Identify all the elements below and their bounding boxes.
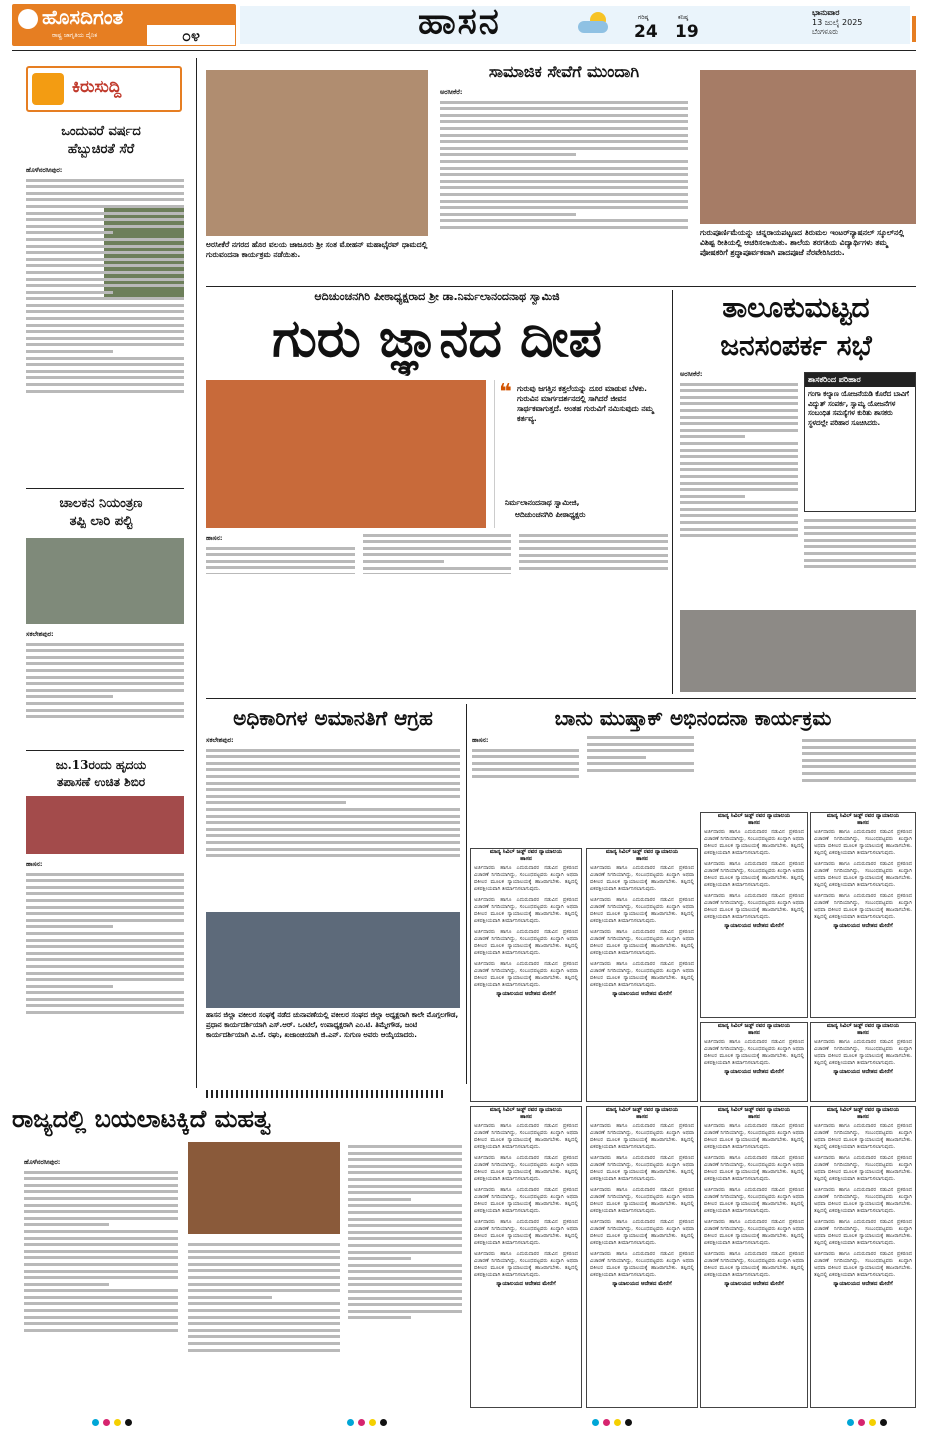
color-marks-left (90, 1411, 134, 1419)
notice-body: ಅರ್ಜಿದಾರರು ಹಾಗೂ ಎದುರುದಾರರ ನಡುವಿನ ಪ್ರಕರಣದ ವಿಚಾರಣೆ ನಿಗದಿಯಾಗಿದ್ದು, ಸಂಬಂಧಪಟ್ಟವರು ಖುದ್ದಾಗಿ ಅಥವಾ ವಕೀಲರ ಮೂಲಕ ನ್ಯಾಯಾಲಯಕ್ಕೆ ಹಾಜರಾಗಬೇಕು. ತಪ್ಪಿದಲ್ಲಿ ಏಕಪಕ್ಷೀಯವಾಗಿ ತೀರ್ಮಾನಿಸಲಾಗುವುದು. (590, 1187, 694, 1214)
notice-body: ಅರ್ಜಿದಾರರು ಹಾಗೂ ಎದುರುದಾರರ ನಡುವಿನ ಪ್ರಕರಣದ ವಿಚಾರಣೆ ನಿಗದಿಯಾಗಿದ್ದು, ಸಂಬಂಧಪಟ್ಟವರು ಖುದ್ದಾಗಿ ಅಥವಾ ವಕೀಲರ ಮೂಲಕ ನ್ಯಾಯಾಲಯಕ್ಕೆ ಹಾಜರಾಗಬೇಕು. ತಪ್ಪಿದಲ್ಲಿ ಏಕಪಕ್ಷೀಯವಾಗಿ ತೀರ್ಮಾನಿಸಲಾಗುವುದು. (474, 1187, 578, 1214)
notice-footer: ನ್ಯಾಯಾಲಯದ ಆದೇಶದ ಮೇರೆಗೆ (612, 1281, 672, 1287)
notice-body: ಅರ್ಜಿದಾರರು ಹಾಗೂ ಎದುರುದಾರರ ನಡುವಿನ ಪ್ರಕರಣದ ವಿಚಾರಣೆ ನಿಗದಿಯಾಗಿದ್ದು, ಸಂಬಂಧಪಟ್ಟವರು ಖುದ್ದಾಗಿ ಅಥವಾ ವಕೀಲರ ಮೂಲಕ ನ್ಯಾಯಾಲಯಕ್ಕೆ ಹಾಜರಾಗಬೇಕು. ತಪ್ಪಿದಲ್ಲಿ ಏಕಪಕ್ಷೀಯವಾಗಿ ತೀರ್ಮಾನಿಸಲಾಗುವುದು. (814, 1155, 912, 1182)
notice-body: ಅರ್ಜಿದಾರರು ಹಾಗೂ ಎದುರುದಾರರ ನಡುವಿನ ಪ್ರಕರಣದ ವಿಚಾರಣೆ ನಿಗದಿಯಾಗಿದ್ದು, ಸಂಬಂಧಪಟ್ಟವರು ಖುದ್ದಾಗಿ ಅಥವಾ ವಕೀಲರ ಮೂಲಕ ನ್ಯಾಯಾಲಯಕ್ಕೆ ಹಾಜರಾಗಬೇಕು. ತಪ್ಪಿದಲ್ಲಿ ಏಕಪಕ್ಷೀಯವಾಗಿ ತೀರ್ಮಾನಿಸಲಾಗುವುದು. (590, 1219, 694, 1246)
notice-body: ಅರ್ಜಿದಾರರು ಹಾಗೂ ಎದುರುದಾರರ ನಡುವಿನ ಪ್ರಕರಣದ ವಿಚಾರಣೆ ನಿಗದಿಯಾಗಿದ್ದು, ಸಂಬಂಧಪಟ್ಟವರು ಖುದ್ದಾಗಿ ಅಥವಾ ವಕೀಲರ ಮೂಲಕ ನ್ಯಾಯಾಲಯಕ್ಕೆ ಹಾಜರಾಗಬೇಕು. ತಪ್ಪಿದಲ್ಲಿ ಏಕಪಕ್ಷೀಯವಾಗಿ ತೀರ್ಮಾನಿಸಲಾಗುವುದು. (590, 1251, 694, 1278)
notice-body: ಅರ್ಜಿದಾರರು ಹಾಗೂ ಎದುರುದಾರರ ನಡುವಿನ ಪ್ರಕರಣದ ವಿಚಾರಣೆ ನಿಗದಿಯಾಗಿದ್ದು, ಸಂಬಂಧಪಟ್ಟವರು ಖುದ್ದಾಗಿ ಅಥವಾ ವಕೀಲರ ಮೂಲಕ ನ್ಯಾಯಾಲಯಕ್ಕೆ ಹಾಜರಾಗಬೇಕು. ತಪ್ಪಿದಲ್ಲಿ ಏಕಪಕ್ಷೀಯವಾಗಿ ತೀರ್ಮಾನಿಸಲಾಗುವುದು. (474, 1219, 578, 1246)
masthead (0, 0, 945, 50)
top-photo-2 (700, 70, 916, 224)
max-temp-label: ಗರಿಷ್ಠ (638, 14, 649, 21)
officials-headline: ಅಧಿಕಾರಿಗಳ ಅಮಾನತಿಗೆ ಆಗ್ರಹ (233, 706, 433, 730)
section-divider (206, 1090, 446, 1098)
taluk-body-2 (804, 516, 916, 602)
kirusuddi-column (12, 58, 190, 1086)
court-notice (700, 812, 808, 1018)
notice-body: ಅರ್ಜಿದಾರರು ಹಾಗೂ ಎದುರುದಾರರ ನಡುವಿನ ಪ್ರಕರಣದ ವಿಚಾರಣೆ ನಿಗದಿಯಾಗಿದ್ದು, ಸಂಬಂಧಪಟ್ಟವರು ಖುದ್ದಾಗಿ ಅಥವಾ ವಕೀಲರ ಮೂಲಕ ನ್ಯಾಯಾಲಯಕ್ಕೆ ಹಾಜರಾಗಬೇಕು. ತಪ್ಪಿದಲ್ಲಿ ಏಕಪಕ್ಷೀಯವಾಗಿ ತೀರ್ಮಾನಿಸಲಾಗುವುದು. (590, 929, 694, 956)
court-notice (470, 1106, 582, 1408)
notice-subheader: ಹಾಸನ (857, 1030, 869, 1036)
notice-footer: ನ್ಯಾಯಾಲಯದ ಆದೇಶದ ಮೇರೆಗೆ (612, 991, 672, 997)
banu-body (472, 736, 694, 844)
taluk-box-text: ಗಂಗಾ ಕಲ್ಯಾಣ ಯೋಜನೆಯಡಿ ಕೊರೆದ ಬಾವಿಗೆ ವಿದ್ಯುತ್ ಸಂಪರ್ಕ, ಸ್ವಾಮ್ಯ ಯೋಜನೆಗಳ ಸಂಬಂಧಿತ ಸಮಸ್ಯೆಗಳ ಕುರಿತು ಶಾಸಕರು ಸ್ಥಳದಲ್ಲೇ ಪರಿಹಾರ ಸೂಚಿಸಿದರು. (808, 390, 909, 427)
max-temp: 24 (634, 22, 658, 42)
lead-right-rule (672, 290, 673, 694)
city-title: ಹಾಸನ (418, 0, 501, 42)
yakshagana-dateline: ಹೊಳೆನರಸೀಪುರ: (24, 1158, 61, 1166)
date: 13 ಜುಲೈ 2025 (812, 18, 863, 27)
notice-body: ಅರ್ಜಿದಾರರು ಹಾಗೂ ಎದುರುದಾರರ ನಡುವಿನ ಪ್ರಕರಣದ ವಿಚಾರಣೆ ನಿಗದಿಯಾಗಿದ್ದು, ಸಂಬಂಧಪಟ್ಟವರು ಖುದ್ದಾಗಿ ಅಥವಾ ವಕೀಲರ ಮೂಲಕ ನ್ಯಾಯಾಲಯಕ್ಕೆ ಹಾಜರಾಗಬೇಕು. ತಪ್ಪಿದಲ್ಲಿ ಏಕಪಕ್ಷೀಯವಾಗಿ ತೀರ್ಮಾನಿಸಲಾಗುವುದು. (704, 1251, 804, 1278)
top-story-body (440, 88, 688, 288)
notice-body: ಅರ್ಜಿದಾರರು ಹಾಗೂ ಎದುರುದಾರರ ನಡುವಿನ ಪ್ರಕರಣದ ವಿಚಾರಣೆ ನಿಗದಿಯಾಗಿದ್ದು, ಸಂಬಂಧಪಟ್ಟವರು ಖುದ್ದಾಗಿ ಅಥವಾ ವಕೀಲರ ಮೂಲಕ ನ್ಯಾಯಾಲಯಕ್ಕೆ ಹಾಜರಾಗಬೇಕು. ತಪ್ಪಿದಲ್ಲಿ ಏಕಪಕ್ಷೀಯವಾಗಿ ತೀರ್ಮಾನಿಸಲಾಗುವುದು. (704, 1039, 804, 1066)
top-photo-1 (206, 70, 428, 236)
brief-3-dateline: ಹಾಸನ: (26, 860, 43, 868)
notice-body: ಅರ್ಜಿದಾರರು ಹಾಗೂ ಎದುರುದಾರರ ನಡುವಿನ ಪ್ರಕರಣದ ವಿಚಾರಣೆ ನಿಗದಿಯಾಗಿದ್ದು, ಸಂಬಂಧಪಟ್ಟವರು ಖುದ್ದಾಗಿ ಅಥವಾ ವಕೀಲರ ಮೂಲಕ ನ್ಯಾಯಾಲಯಕ್ಕೆ ಹಾಜರಾಗಬೇಕು. ತಪ್ಪಿದಲ್ಲಿ ಏಕಪಕ್ಷೀಯವಾಗಿ ತೀರ್ಮಾನಿಸಲಾಗುವುದು. (474, 897, 578, 924)
brief-1-dateline: ಹೊಳೆನರಸೀಪುರ: (26, 166, 63, 174)
officials-dateline: ಸಕಲೇಶಪುರ: (206, 736, 234, 744)
notice-header: ಮಾನ್ಯ ಸಿವಿಲ್ ಜಡ್ಜ್ ರವರ ನ್ಯಾಯಾಲಯ (826, 813, 900, 819)
quote-icon: ❝ (499, 380, 512, 405)
banu-dateline: ಹಾಸನ: (472, 736, 489, 744)
banu-headline: ಬಾನು ಮುಷ್ತಾಕ್ ಅಭಿನಂದನಾ ಕಾರ್ಯಕ್ರಮ (554, 706, 832, 730)
lead-quote-author-2: ಆದಿಚುಂಚನಗಿರಿ ಪೀಠಾಧ್ಯಕ್ಷರು (515, 510, 586, 519)
yakshagana-body-2 (188, 1240, 340, 1406)
lead-photo (206, 380, 486, 528)
notice-header: ಮಾನ್ಯ ಸಿವಿಲ್ ಜಡ್ಜ್ ರವರ ನ್ಯಾಯಾಲಯ (605, 1107, 679, 1113)
notice-body: ಅರ್ಜಿದಾರರು ಹಾಗೂ ಎದುರುದಾರರ ನಡುವಿನ ಪ್ರಕರಣದ ವಿಚಾರಣೆ ನಿಗದಿಯಾಗಿದ್ದು, ಸಂಬಂಧಪಟ್ಟವರು ಖುದ್ದಾಗಿ ಅಥವಾ ವಕೀಲರ ಮೂಲಕ ನ್ಯಾಯಾಲಯಕ್ಕೆ ಹಾಜರಾಗಬೇಕು. ತಪ್ಪಿದಲ್ಲಿ ಏಕಪಕ್ಷೀಯವಾಗಿ ತೀರ್ಮಾನಿಸಲಾಗುವುದು. (474, 865, 578, 892)
court-notice (470, 848, 582, 1102)
officials-photo-caption: ಹಾಸನ ಜಿಲ್ಲಾ ವಕೀಲರ ಸಂಘಕ್ಕೆ ನಡೆದ ಚುನಾವಣೆಯಲ್ಲಿ ವಕೀಲರ ಸಂಘದ ಜಿಲ್ಲಾ ಅಧ್ಯಕ್ಷರಾಗಿ ಕಾಲೇ ಮೊಗ್ಗಲಗೌಡ, ಪ್ರಧಾನ ಕಾರ್ಯದರ್ಶಿಯಾಗಿ ಎಸ್.ಆರ್. ಒಂಟಿಲೆ, ಉಪಾಧ್ಯಕ್ಷರಾಗಿ ಎಂ.ಟಿ. ತಿಮ್ಮೇಗೌಡ, ಜಂಟಿ ಕಾರ್ಯದರ್ಶಿಯಾಗಿ ವಿ.ಜೆ. ರಘು, ಖಜಾಂಚಿಯಾಗಿ ಜಿ.ಎನ್. ಸುಗುಣ ಅವರು ಆಯ್ಕೆಯಾದರು. (206, 1011, 459, 1039)
notice-footer: ನ್ಯಾಯಾಲಯದ ಆದೇಶದ ಮೇರೆಗೆ (496, 991, 556, 997)
taluk-headline-1: ತಾಲೂಕುಮಟ್ಟದ (722, 291, 870, 324)
notice-subheader: ಹಾಸನ (857, 820, 869, 826)
notice-header: ಮಾನ್ಯ ಸಿವಿಲ್ ಜಡ್ಜ್ ರವರ ನ್ಯಾಯಾಲಯ (717, 1107, 791, 1113)
lead-body (206, 534, 668, 694)
notice-body: ಅರ್ಜಿದಾರರು ಹಾಗೂ ಎದುರುದಾರರ ನಡುವಿನ ಪ್ರಕರಣದ ವಿಚಾರಣೆ ನಿಗದಿಯಾಗಿದ್ದು, ಸಂಬಂಧಪಟ್ಟವರು ಖುದ್ದಾಗಿ ಅಥವಾ ವಕೀಲರ ಮೂಲಕ ನ್ಯಾಯಾಲಯಕ್ಕೆ ಹಾಜರಾಗಬೇಕು. ತಪ್ಪಿದಲ್ಲಿ ಏಕಪಕ್ಷೀಯವಾಗಿ ತೀರ್ಮಾನಿಸಲಾಗುವುದು. (704, 1123, 804, 1150)
notice-footer: ನ್ಯಾಯಾಲಯದ ಆದೇಶದ ಮೇರೆಗೆ (724, 1069, 784, 1075)
notice-subheader: ಹಾಸನ (636, 1114, 648, 1120)
taluk-dateline: ಅರಸೀಕೆರೆ: (680, 370, 703, 378)
color-marks-mid-1 (345, 1411, 389, 1419)
notice-body: ಅರ್ಜಿದಾರರು ಹಾಗೂ ಎದುರುದಾರರ ನಡುವಿನ ಪ್ರಕರಣದ ವಿಚಾರಣೆ ನಿಗದಿಯಾಗಿದ್ದು, ಸಂಬಂಧಪಟ್ಟವರು ಖುದ್ದಾಗಿ ಅಥವಾ ವಕೀಲರ ಮೂಲಕ ನ್ಯಾಯಾಲಯಕ್ಕೆ ಹಾಜರಾಗಬೇಕು. ತಪ್ಪಿದಲ್ಲಿ ಏಕಪಕ್ಷೀಯವಾಗಿ ತೀರ್ಮಾನಿಸಲಾಗುವುದು. (474, 1123, 578, 1150)
yakshagana-headline: ರಾಜ್ಯದಲ್ಲಿ ಬಯಲಾಟಕ್ಕಿದೆ ಮಹತ್ವ (12, 1104, 272, 1133)
notice-subheader: ಹಾಸನ (636, 856, 648, 862)
top-photo-2-caption: ಗುರುಪೂರ್ಣಿಮೆಯನ್ನು ಚನ್ನರಾಯಪಟ್ಟಣದ ತಿರುಮಲ ಇಂಟರ್‌ನ್ಯಾಷನಲ್ ಸ್ಕೂಲ್‌ನಲ್ಲಿ ವಿಶಿಷ್ಟ ರೀತಿಯಲ್ಲಿ ಆಚರಿಸಲಾಯಿತು. ಶಾಲೆಯ ತರಗತಿಯ ವಿದ್ಯಾರ್ಥಿಗಳು ತಮ್ಮ ಪೋಷಕರಿಗೆ ಶ್ರದ್ಧಾಪೂರ್ವಕವಾಗಿ ಪಾದಪೂಜೆ ನೆರವೇರಿಸಿದರು. (700, 228, 905, 257)
yellow-dot (114, 1419, 121, 1426)
notice-header: ಮಾನ್ಯ ಸಿವಿಲ್ ಜಡ್ಜ್ ರವರ ನ್ಯಾಯಾಲಯ (826, 1023, 900, 1029)
yakshagana-body-1 (24, 1158, 178, 1406)
court-notice (810, 812, 916, 1018)
notice-header: ಮಾನ್ಯ ಸಿವಿಲ್ ಜಡ್ಜ್ ರವರ ನ್ಯಾಯಾಲಯ (717, 813, 791, 819)
taluk-box-title: ಶಾಸಕರಿಂದ ಪರಿಹಾರ (805, 373, 915, 387)
lead-kicker: ಆದಿಚುಂಚನಗಿರಿ ಪೀಠಾಧ್ಯಕ್ಷರಾದ ಶ್ರೀ ಡಾ.ನಿರ್ಮಲಾನಂದನಾಥ ಸ್ವಾಮಿಜಿ (314, 290, 560, 303)
notice-subheader: ಹಾಸನ (520, 1114, 532, 1120)
court-notice (810, 1106, 916, 1408)
brief-2-photo (26, 538, 184, 624)
officials-body (206, 736, 460, 906)
notice-footer: ನ್ಯಾಯಾಲಯದ ಆದೇಶದ ಮೇರೆಗೆ (833, 1069, 893, 1075)
notice-footer: ನ್ಯಾಯಾಲಯದ ಆದೇಶದ ಮೇರೆಗೆ (496, 1281, 556, 1287)
notice-body: ಅರ್ಜಿದಾರರು ಹಾಗೂ ಎದುರುದಾರರ ನಡುವಿನ ಪ್ರಕರಣದ ವಿಚಾರಣೆ ನಿಗದಿಯಾಗಿದ್ದು, ಸಂಬಂಧಪಟ್ಟವರು ಖುದ್ದಾಗಿ ಅಥವಾ ವಕೀಲರ ಮೂಲಕ ನ್ಯಾಯಾಲಯಕ್ಕೆ ಹಾಜರಾಗಬೇಕು. ತಪ್ಪಿದಲ್ಲಿ ಏಕಪಕ್ಷೀಯವಾಗಿ ತೀರ್ಮಾನಿಸಲಾಗುವುದು. (474, 929, 578, 956)
notice-body: ಅರ್ಜಿದಾರರು ಹಾಗೂ ಎದುರುದಾರರ ನಡುವಿನ ಪ್ರಕರಣದ ವಿಚಾರಣೆ ನಿಗದಿಯಾಗಿದ್ದು, ಸಂಬಂಧಪಟ್ಟವರು ಖುದ್ದಾಗಿ ಅಥವಾ ವಕೀಲರ ಮೂಲಕ ನ್ಯಾಯಾಲಯಕ್ಕೆ ಹಾಜರಾಗಬೇಕು. ತಪ್ಪಿದಲ್ಲಿ ಏಕಪಕ್ಷೀಯವಾಗಿ ತೀರ್ಮಾನಿಸಲಾಗುವುದು. (704, 861, 804, 888)
kirusuddi-label: ಕಿರುಸುದ್ದಿ (72, 77, 122, 97)
brief-3-body (26, 860, 184, 1080)
court-notice (810, 1022, 916, 1102)
notice-header: ಮಾನ್ಯ ಸಿವಿಲ್ ಜಡ್ಜ್ ರವರ ನ್ಯಾಯಾಲಯ (489, 1107, 563, 1113)
color-marks-right (845, 1411, 889, 1419)
notice-header: ಮಾನ್ಯ ಸಿವಿಲ್ ಜಡ್ಜ್ ರವರ ನ್ಯಾಯಾಲಯ (605, 849, 679, 855)
notice-body: ಅರ್ಜಿದಾರರು ಹಾಗೂ ಎದುರುದಾರರ ನಡುವಿನ ಪ್ರಕರಣದ ವಿಚಾರಣೆ ನಿಗದಿಯಾಗಿದ್ದು, ಸಂಬಂಧಪಟ್ಟವರು ಖುದ್ದಾಗಿ ಅಥವಾ ವಕೀಲರ ಮೂಲಕ ನ್ಯಾಯಾಲಯಕ್ಕೆ ಹಾಜರಾಗಬೇಕು. ತಪ್ಪಿದಲ್ಲಿ ಏಕಪಕ್ಷೀಯವಾಗಿ ತೀರ್ಮಾನಿಸಲಾಗುವುದು. (704, 1155, 804, 1182)
notice-body: ಅರ್ಜಿದಾರರು ಹಾಗೂ ಎದುರುದಾರರ ನಡುವಿನ ಪ್ರಕರಣದ ವಿಚಾರಣೆ ನಿಗದಿಯಾಗಿದ್ದು, ಸಂಬಂಧಪಟ್ಟವರು ಖುದ್ದಾಗಿ ಅಥವಾ ವಕೀಲರ ಮೂಲಕ ನ್ಯಾಯಾಲಯಕ್ಕೆ ಹಾಜರಾಗಬೇಕು. ತಪ್ಪಿದಲ್ಲಿ ಏಕಪಕ್ಷೀಯವಾಗಿ ತೀರ್ಮಾನಿಸಲಾಗುವುದು. (590, 897, 694, 924)
hand-icon (32, 73, 64, 105)
notice-body: ಅರ್ಜಿದಾರರು ಹಾಗೂ ಎದುರುದಾರರ ನಡುವಿನ ಪ್ರಕರಣದ ವಿಚಾರಣೆ ನಿಗದಿಯಾಗಿದ್ದು, ಸಂಬಂಧಪಟ್ಟವರು ಖುದ್ದಾಗಿ ಅಥವಾ ವಕೀಲರ ಮೂಲಕ ನ್ಯಾಯಾಲಯಕ್ಕೆ ಹಾಜರಾಗಬೇಕು. ತಪ್ಪಿದಲ್ಲಿ ಏಕಪಕ್ಷೀಯವಾಗಿ ತೀರ್ಮಾನಿಸಲಾಗುವುದು. (590, 865, 694, 892)
lead-quote-author-1: ನಿರ್ಮಲಾನಂದನಾಥ ಸ್ವಾಮೀಜಿ, (505, 498, 580, 507)
notice-subheader: ಹಾಸನ (520, 856, 532, 862)
notice-subheader: ಹಾಸನ (748, 1114, 760, 1120)
notice-body: ಅರ್ಜಿದಾರರು ಹಾಗೂ ಎದುರುದಾರರ ನಡುವಿನ ಪ್ರಕರಣದ ವಿಚಾರಣೆ ನಿಗದಿಯಾಗಿದ್ದು, ಸಂಬಂಧಪಟ್ಟವರು ಖುದ್ದಾಗಿ ಅಥವಾ ವಕೀಲರ ಮೂಲಕ ನ್ಯಾಯಾಲಯಕ್ಕೆ ಹಾಜರಾಗಬೇಕು. ತಪ್ಪಿದಲ್ಲಿ ಏಕಪಕ್ಷೀಯವಾಗಿ ತೀರ್ಮಾನಿಸಲಾಗುವುದು. (704, 893, 804, 920)
court-notice (700, 1106, 808, 1408)
color-marks-mid-2 (590, 1411, 634, 1419)
notice-header: ಮಾನ್ಯ ಸಿವಿಲ್ ಜಡ್ಜ್ ರವರ ನ್ಯಾಯಾಲಯ (717, 1023, 791, 1029)
notice-body: ಅರ್ಜಿದಾರರು ಹಾಗೂ ಎದುರುದಾರರ ನಡುವಿನ ಪ್ರಕರಣದ ವಿಚಾರಣೆ ನಿಗದಿಯಾಗಿದ್ದು, ಸಂಬಂಧಪಟ್ಟವರು ಖುದ್ದಾಗಿ ಅಥವಾ ವಕೀಲರ ಮೂಲಕ ನ್ಯಾಯಾಲಯಕ್ಕೆ ಹಾಜರಾಗಬೇಕು. ತಪ್ಪಿದಲ್ಲಿ ಏಕಪಕ್ಷೀಯವಾಗಿ ತೀರ್ಮಾನಿಸಲಾಗುವುದು. (814, 1039, 912, 1066)
yakshagana-photo (188, 1142, 340, 1234)
top-row-rule (206, 286, 916, 287)
notice-subheader: ಹಾಸನ (748, 1030, 760, 1036)
notice-footer: ನ್ಯಾಯಾಲಯದ ಆದೇಶದ ಮೇರೆಗೆ (724, 1281, 784, 1287)
taluk-headline-2: ಜನಸಂಪರ್ಕ ಸಭೆ (720, 329, 872, 362)
notice-body: ಅರ್ಜಿದಾರರು ಹಾಗೂ ಎದುರುದಾರರ ನಡುವಿನ ಪ್ರಕರಣದ ವಿಚಾರಣೆ ನಿಗದಿಯಾಗಿದ್ದು, ಸಂಬಂಧಪಟ್ಟವರು ಖುದ್ದಾಗಿ ಅಥವಾ ವಕೀಲರ ಮೂಲಕ ನ್ಯಾಯಾಲಯಕ್ಕೆ ಹಾಜರಾಗಬೇಕು. ತಪ್ಪಿದಲ್ಲಿ ಏಕಪಕ್ಷೀಯವಾಗಿ ತೀರ್ಮಾನಿಸಲಾಗುವುದು. (814, 1219, 912, 1246)
officials-photo (206, 912, 460, 1008)
brand-tagline: ರಾಷ್ಟ್ರ ಜಾಗೃತಿಯ ದೈನಿಕ (52, 32, 98, 39)
black-dot (125, 1419, 132, 1426)
court-notice (700, 1022, 808, 1102)
notice-body: ಅರ್ಜಿದಾರರು ಹಾಗೂ ಎದುರುದಾರರ ನಡುವಿನ ಪ್ರಕರಣದ ವಿಚಾರಣೆ ನಿಗದಿಯಾಗಿದ್ದು, ಸಂಬಂಧಪಟ್ಟವರು ಖುದ್ದಾಗಿ ಅಥವಾ ವಕೀಲರ ಮೂಲಕ ನ್ಯಾಯಾಲಯಕ್ಕೆ ಹಾಜರಾಗಬೇಕು. ತಪ್ಪಿದಲ್ಲಿ ಏಕಪಕ್ಷೀಯವಾಗಿ ತೀರ್ಮಾನಿಸಲಾಗುವುದು. (590, 961, 694, 988)
min-temp: 19 (675, 22, 699, 42)
notice-body: ಅರ್ಜಿದಾರರು ಹಾಗೂ ಎದುರುದಾರರ ನಡುವಿನ ಪ್ರಕರಣದ ವಿಚಾರಣೆ ನಿಗದಿಯಾಗಿದ್ದು, ಸಂಬಂಧಪಟ್ಟವರು ಖುದ್ದಾಗಿ ಅಥವಾ ವಕೀಲರ ಮೂಲಕ ನ್ಯಾಯಾಲಯಕ್ಕೆ ಹಾಜರಾಗಬೇಕು. ತಪ್ಪಿದಲ್ಲಿ ಏಕಪಕ್ಷೀಯವಾಗಿ ತೀರ್ಮಾನಿಸಲಾಗುವುದು. (590, 1155, 694, 1182)
cyan-dot (92, 1419, 99, 1426)
taluk-photo (680, 610, 916, 692)
notice-body: ಅರ್ಜಿದಾರರು ಹಾಗೂ ಎದುರುದಾರರ ನಡುವಿನ ಪ್ರಕರಣದ ವಿಚಾರಣೆ ನಿಗದಿಯಾಗಿದ್ದು, ಸಂಬಂಧಪಟ್ಟವರು ಖುದ್ದಾಗಿ ಅಥವಾ ವಕೀಲರ ಮೂಲಕ ನ್ಯಾಯಾಲಯಕ್ಕೆ ಹಾಜರಾಗಬೇಕು. ತಪ್ಪಿದಲ್ಲಿ ಏಕಪಕ್ಷೀಯವಾಗಿ ತೀರ್ಮಾನಿಸಲಾಗುವುದು. (704, 829, 804, 856)
min-temp-label: ಕನಿಷ್ಠ (678, 14, 689, 21)
brief-2-body (26, 630, 184, 746)
notice-body: ಅರ್ಜಿದಾರರು ಹಾಗೂ ಎದುರುದಾರರ ನಡುವಿನ ಪ್ರಕರಣದ ವಿಚಾರಣೆ ನಿಗದಿಯಾಗಿದ್ದು, ಸಂಬಂಧಪಟ್ಟವರು ಖುದ್ದಾಗಿ ಅಥವಾ ವಕೀಲರ ಮೂಲಕ ನ್ಯಾಯಾಲಯಕ್ಕೆ ಹಾಜರಾಗಬೇಕು. ತಪ್ಪಿದಲ್ಲಿ ಏಕಪಕ್ಷೀಯವಾಗಿ ತೀರ್ಮಾನಿಸಲಾಗುವುದು. (814, 829, 912, 856)
brief-3-headline-2: ತಪಾಸಣೆ ಉಚಿತ ಶಿಬಿರ (56, 775, 146, 789)
notice-header: ಮಾನ್ಯ ಸಿವಿಲ್ ಜಡ್ಜ್ ರವರ ನ್ಯಾಯಾಲಯ (826, 1107, 900, 1113)
notice-body: ಅರ್ಜಿದಾರರು ಹಾಗೂ ಎದುರುದಾರರ ನಡುವಿನ ಪ್ರಕರಣದ ವಿಚಾರಣೆ ನಿಗದಿಯಾಗಿದ್ದು, ಸಂಬಂಧಪಟ್ಟವರು ಖುದ್ದಾಗಿ ಅಥವಾ ವಕೀಲರ ಮೂಲಕ ನ್ಯಾಯಾಲಯಕ್ಕೆ ಹಾಜರಾಗಬೇಕು. ತಪ್ಪಿದಲ್ಲಿ ಏಕಪಕ್ಷೀಯವಾಗಿ ತೀರ್ಮಾನಿಸಲಾಗುವುದು. (474, 1251, 578, 1278)
magenta-dot (103, 1419, 110, 1426)
brief-2-headline-2: ತಪ್ಪಿ ಲಾರಿ ಪಲ್ಟಿ (69, 514, 133, 529)
masthead-accent-bar (912, 16, 916, 42)
mid-rule (206, 698, 916, 699)
notice-body: ಅರ್ಜಿದಾರರು ಹಾಗೂ ಎದುರುದಾರರ ನಡುವಿನ ಪ್ರಕರಣದ ವಿಚಾರಣೆ ನಿಗದಿಯಾಗಿದ್ದು, ಸಂಬಂಧಪಟ್ಟವರು ಖುದ್ದಾಗಿ ಅಥವಾ ವಕೀಲರ ಮೂಲಕ ನ್ಯಾಯಾಲಯಕ್ಕೆ ಹಾಜರಾಗಬೇಕು. ತಪ್ಪಿದಲ್ಲಿ ಏಕಪಕ್ಷೀಯವಾಗಿ ತೀರ್ಮಾನಿಸಲಾಗುವುದು. (474, 961, 578, 988)
lead-dateline: ಹಾಸನ: (206, 534, 223, 542)
top-story-dateline: ಅರಸೀಕೆರೆ: (440, 88, 463, 96)
officials-right-rule (466, 704, 467, 1084)
notice-subheader: ಹಾಸನ (748, 820, 760, 826)
edition-place: ಬೆಂಗಳೂರು (812, 28, 839, 36)
notice-footer: ನ್ಯಾಯಾಲಯದ ಆದೇಶದ ಮೇರೆಗೆ (833, 923, 893, 929)
brief-3-photo (26, 796, 184, 854)
notice-body: ಅರ್ಜಿದಾರರು ಹಾಗೂ ಎದುರುದಾರರ ನಡುವಿನ ಪ್ರಕರಣದ ವಿಚಾರಣೆ ನಿಗದಿಯಾಗಿದ್ದು, ಸಂಬಂಧಪಟ್ಟವರು ಖುದ್ದಾಗಿ ಅಥವಾ ವಕೀಲರ ಮೂಲಕ ನ್ಯಾಯಾಲಯಕ್ಕೆ ಹಾಜರಾಗಬೇಕು. ತಪ್ಪಿದಲ್ಲಿ ಏಕಪಕ್ಷೀಯವಾಗಿ ತೀರ್ಮಾನಿಸಲಾಗುವುದು. (814, 1187, 912, 1214)
page-number: ೦೪ (182, 26, 200, 45)
brand-logo-icon (18, 9, 38, 29)
brief-2-dateline: ಸಕಲೇಶಪುರ: (26, 630, 54, 638)
notice-header: ಮಾನ್ಯ ಸಿವಿಲ್ ಜಡ್ಜ್ ರವರ ನ್ಯಾಯಾಲಯ (489, 849, 563, 855)
brand-name: ಹೊಸದಿಗಂತ (42, 5, 124, 29)
page-number-box (146, 24, 236, 46)
taluk-body (680, 370, 798, 602)
kirusuddi-label-box (26, 66, 182, 112)
masthead-band (240, 6, 910, 44)
date-block (812, 8, 910, 44)
notice-body: ಅರ್ಜಿದಾರರು ಹಾಗೂ ಎದುರುದಾರರ ನಡುವಿನ ಪ್ರಕರಣದ ವಿಚಾರಣೆ ನಿಗದಿಯಾಗಿದ್ದು, ಸಂಬಂಧಪಟ್ಟವರು ಖುದ್ದಾಗಿ ಅಥವಾ ವಕೀಲರ ಮೂಲಕ ನ್ಯಾಯಾಲಯಕ್ಕೆ ಹಾಜರಾಗಬೇಕು. ತಪ್ಪಿದಲ್ಲಿ ಏಕಪಕ್ಷೀಯವಾಗಿ ತೀರ್ಮಾನಿಸಲಾಗುವುದು. (704, 1187, 804, 1214)
lead-quote-box (494, 380, 666, 528)
notice-body: ಅರ್ಜಿದಾರರು ಹಾಗೂ ಎದುರುದಾರರ ನಡುವಿನ ಪ್ರಕರಣದ ವಿಚಾರಣೆ ನಿಗದಿಯಾಗಿದ್ದು, ಸಂಬಂಧಪಟ್ಟವರು ಖುದ್ದಾಗಿ ಅಥವಾ ವಕೀಲರ ಮೂಲಕ ನ್ಯಾಯಾಲಯಕ್ಕೆ ಹಾಜರಾಗಬೇಕು. ತಪ್ಪಿದಲ್ಲಿ ಏಕಪಕ್ಷೀಯವಾಗಿ ತೀರ್ಮಾನಿಸಲಾಗುವುದು. (814, 1251, 912, 1278)
brief-1-body (26, 166, 184, 486)
weekday: ಭಾನುವಾರ (812, 8, 840, 17)
banu-body-2 (802, 736, 916, 810)
brief-3-headline-1: ಜು.13ರಂದು ಹೃದಯ (55, 758, 147, 772)
lead-quote: ಗುರುವು ಜಗತ್ತಿನ ಕತ್ತಲೆಯನ್ನು ದೂರ ಮಾಡುವ ಬೆಳಕು. ಗುರುವಿನ ಮಾರ್ಗದರ್ಶನದಲ್ಲಿ ಸಾಗಿದರೆ ಜೀವನ ಸಾರ್ಥಕವಾಗುತ್ತದೆ. ಅಂತಹ ಗುರುವಿಗೆ ನಮಿಸುವುದು ನಮ್ಮ ಕರ್ತವ್ಯ. (517, 384, 654, 423)
notice-body: ಅರ್ಜಿದಾರರು ಹಾಗೂ ಎದುರುದಾರರ ನಡುವಿನ ಪ್ರಕರಣದ ವಿಚಾರಣೆ ನಿಗದಿಯಾಗಿದ್ದು, ಸಂಬಂಧಪಟ್ಟವರು ಖುದ್ದಾಗಿ ಅಥವಾ ವಕೀಲರ ಮೂಲಕ ನ್ಯಾಯಾಲಯಕ್ಕೆ ಹಾಜರಾಗಬೇಕು. ತಪ್ಪಿದಲ್ಲಿ ಏಕಪಕ್ಷೀಯವಾಗಿ ತೀರ್ಮಾನಿಸಲಾಗುವುದು. (474, 1155, 578, 1182)
notice-subheader: ಹಾಸನ (857, 1114, 869, 1120)
top-photo-1-caption: ಅರಸೀಕೆರೆ ನಗರದ ಹೊರ ವಲಯ ಜಾಜೂರು ಶ್ರೀ ಸಂತ ಮೋಹನ್ ಮಹಾಭೈರವ್ ಧಾಮದಲ್ಲಿ ಗುರುವಂದನಾ ಕಾರ್ಯಕ್ರಮ ನಡೆಯಿತು. (206, 240, 428, 259)
taluk-box (804, 372, 916, 512)
masthead-rule (12, 50, 916, 51)
weather-icon (578, 12, 612, 36)
notice-footer: ನ್ಯಾಯಾಲಯದ ಆದೇಶದ ಮೇರೆಗೆ (833, 1281, 893, 1287)
court-notice (586, 848, 698, 1102)
notice-body: ಅರ್ಜಿದಾರರು ಹಾಗೂ ಎದುರುದಾರರ ನಡುವಿನ ಪ್ರಕರಣದ ವಿಚಾರಣೆ ನಿಗದಿಯಾಗಿದ್ದು, ಸಂಬಂಧಪಟ್ಟವರು ಖುದ್ದಾಗಿ ಅಥವಾ ವಕೀಲರ ಮೂಲಕ ನ್ಯಾಯಾಲಯಕ್ಕೆ ಹಾಜರಾಗಬೇಕು. ತಪ್ಪಿದಲ್ಲಿ ಏಕಪಕ್ಷೀಯವಾಗಿ ತೀರ್ಮಾನಿಸಲಾಗುವುದು. (814, 861, 912, 888)
left-column-rule (196, 58, 197, 1088)
brief-2-headline-1: ಚಾಲಕನ ನಿಯಂತ್ರಣ (59, 496, 143, 511)
notice-body: ಅರ್ಜಿದಾರರು ಹಾಗೂ ಎದುರುದಾರರ ನಡುವಿನ ಪ್ರಕರಣದ ವಿಚಾರಣೆ ನಿಗದಿಯಾಗಿದ್ದು, ಸಂಬಂಧಪಟ್ಟವರು ಖುದ್ದಾಗಿ ಅಥವಾ ವಕೀಲರ ಮೂಲಕ ನ್ಯಾಯಾಲಯಕ್ಕೆ ಹಾಜರಾಗಬೇಕು. ತಪ್ಪಿದಲ್ಲಿ ಏಕಪಕ್ಷೀಯವಾಗಿ ತೀರ್ಮಾನಿಸಲಾಗುವುದು. (814, 1123, 912, 1150)
brief-1-headline-1: ಒಂದುವರೆ ವರ್ಷದ (61, 124, 141, 139)
lead-headline: ಗುರು ಜ್ಞಾನದ ದೀಪ (272, 308, 602, 369)
notice-body: ಅರ್ಜಿದಾರರು ಹಾಗೂ ಎದುರುದಾರರ ನಡುವಿನ ಪ್ರಕರಣದ ವಿಚಾರಣೆ ನಿಗದಿಯಾಗಿದ್ದು, ಸಂಬಂಧಪಟ್ಟವರು ಖುದ್ದಾಗಿ ಅಥವಾ ವಕೀಲರ ಮೂಲಕ ನ್ಯಾಯಾಲಯಕ್ಕೆ ಹಾಜರಾಗಬೇಕು. ತಪ್ಪಿದಲ್ಲಿ ಏಕಪಕ್ಷೀಯವಾಗಿ ತೀರ್ಮಾನಿಸಲಾಗುವುದು. (814, 893, 912, 920)
top-story-headline: ಸಾಮಾಜಿಕ ಸೇವೆಗೆ ಮುಂದಾಗಿ (488, 62, 640, 81)
brief-1-headline-2: ಹೆಬ್ಬುಚಿರತೆ ಸೆರೆ (67, 142, 135, 157)
court-notice (586, 1106, 698, 1408)
notice-body: ಅರ್ಜಿದಾರರು ಹಾಗೂ ಎದುರುದಾರರ ನಡುವಿನ ಪ್ರಕರಣದ ವಿಚಾರಣೆ ನಿಗದಿಯಾಗಿದ್ದು, ಸಂಬಂಧಪಟ್ಟವರು ಖುದ್ದಾಗಿ ಅಥವಾ ವಕೀಲರ ಮೂಲಕ ನ್ಯಾಯಾಲಯಕ್ಕೆ ಹಾಜರಾಗಬೇಕು. ತಪ್ಪಿದಲ್ಲಿ ಏಕಪಕ್ಷೀಯವಾಗಿ ತೀರ್ಮಾನಿಸಲಾಗುವುದು. (590, 1123, 694, 1150)
notice-footer: ನ್ಯಾಯಾಲಯದ ಆದೇಶದ ಮೇರೆಗೆ (724, 923, 784, 929)
notice-body: ಅರ್ಜಿದಾರರು ಹಾಗೂ ಎದುರುದಾರರ ನಡುವಿನ ಪ್ರಕರಣದ ವಿಚಾರಣೆ ನಿಗದಿಯಾಗಿದ್ದು, ಸಂಬಂಧಪಟ್ಟವರು ಖುದ್ದಾಗಿ ಅಥವಾ ವಕೀಲರ ಮೂಲಕ ನ್ಯಾಯಾಲಯಕ್ಕೆ ಹಾಜರಾಗಬೇಕು. ತಪ್ಪಿದಲ್ಲಿ ಏಕಪಕ್ಷೀಯವಾಗಿ ತೀರ್ಮಾನಿಸಲಾಗುವುದು. (704, 1219, 804, 1246)
yakshagana-body-3 (348, 1142, 462, 1406)
